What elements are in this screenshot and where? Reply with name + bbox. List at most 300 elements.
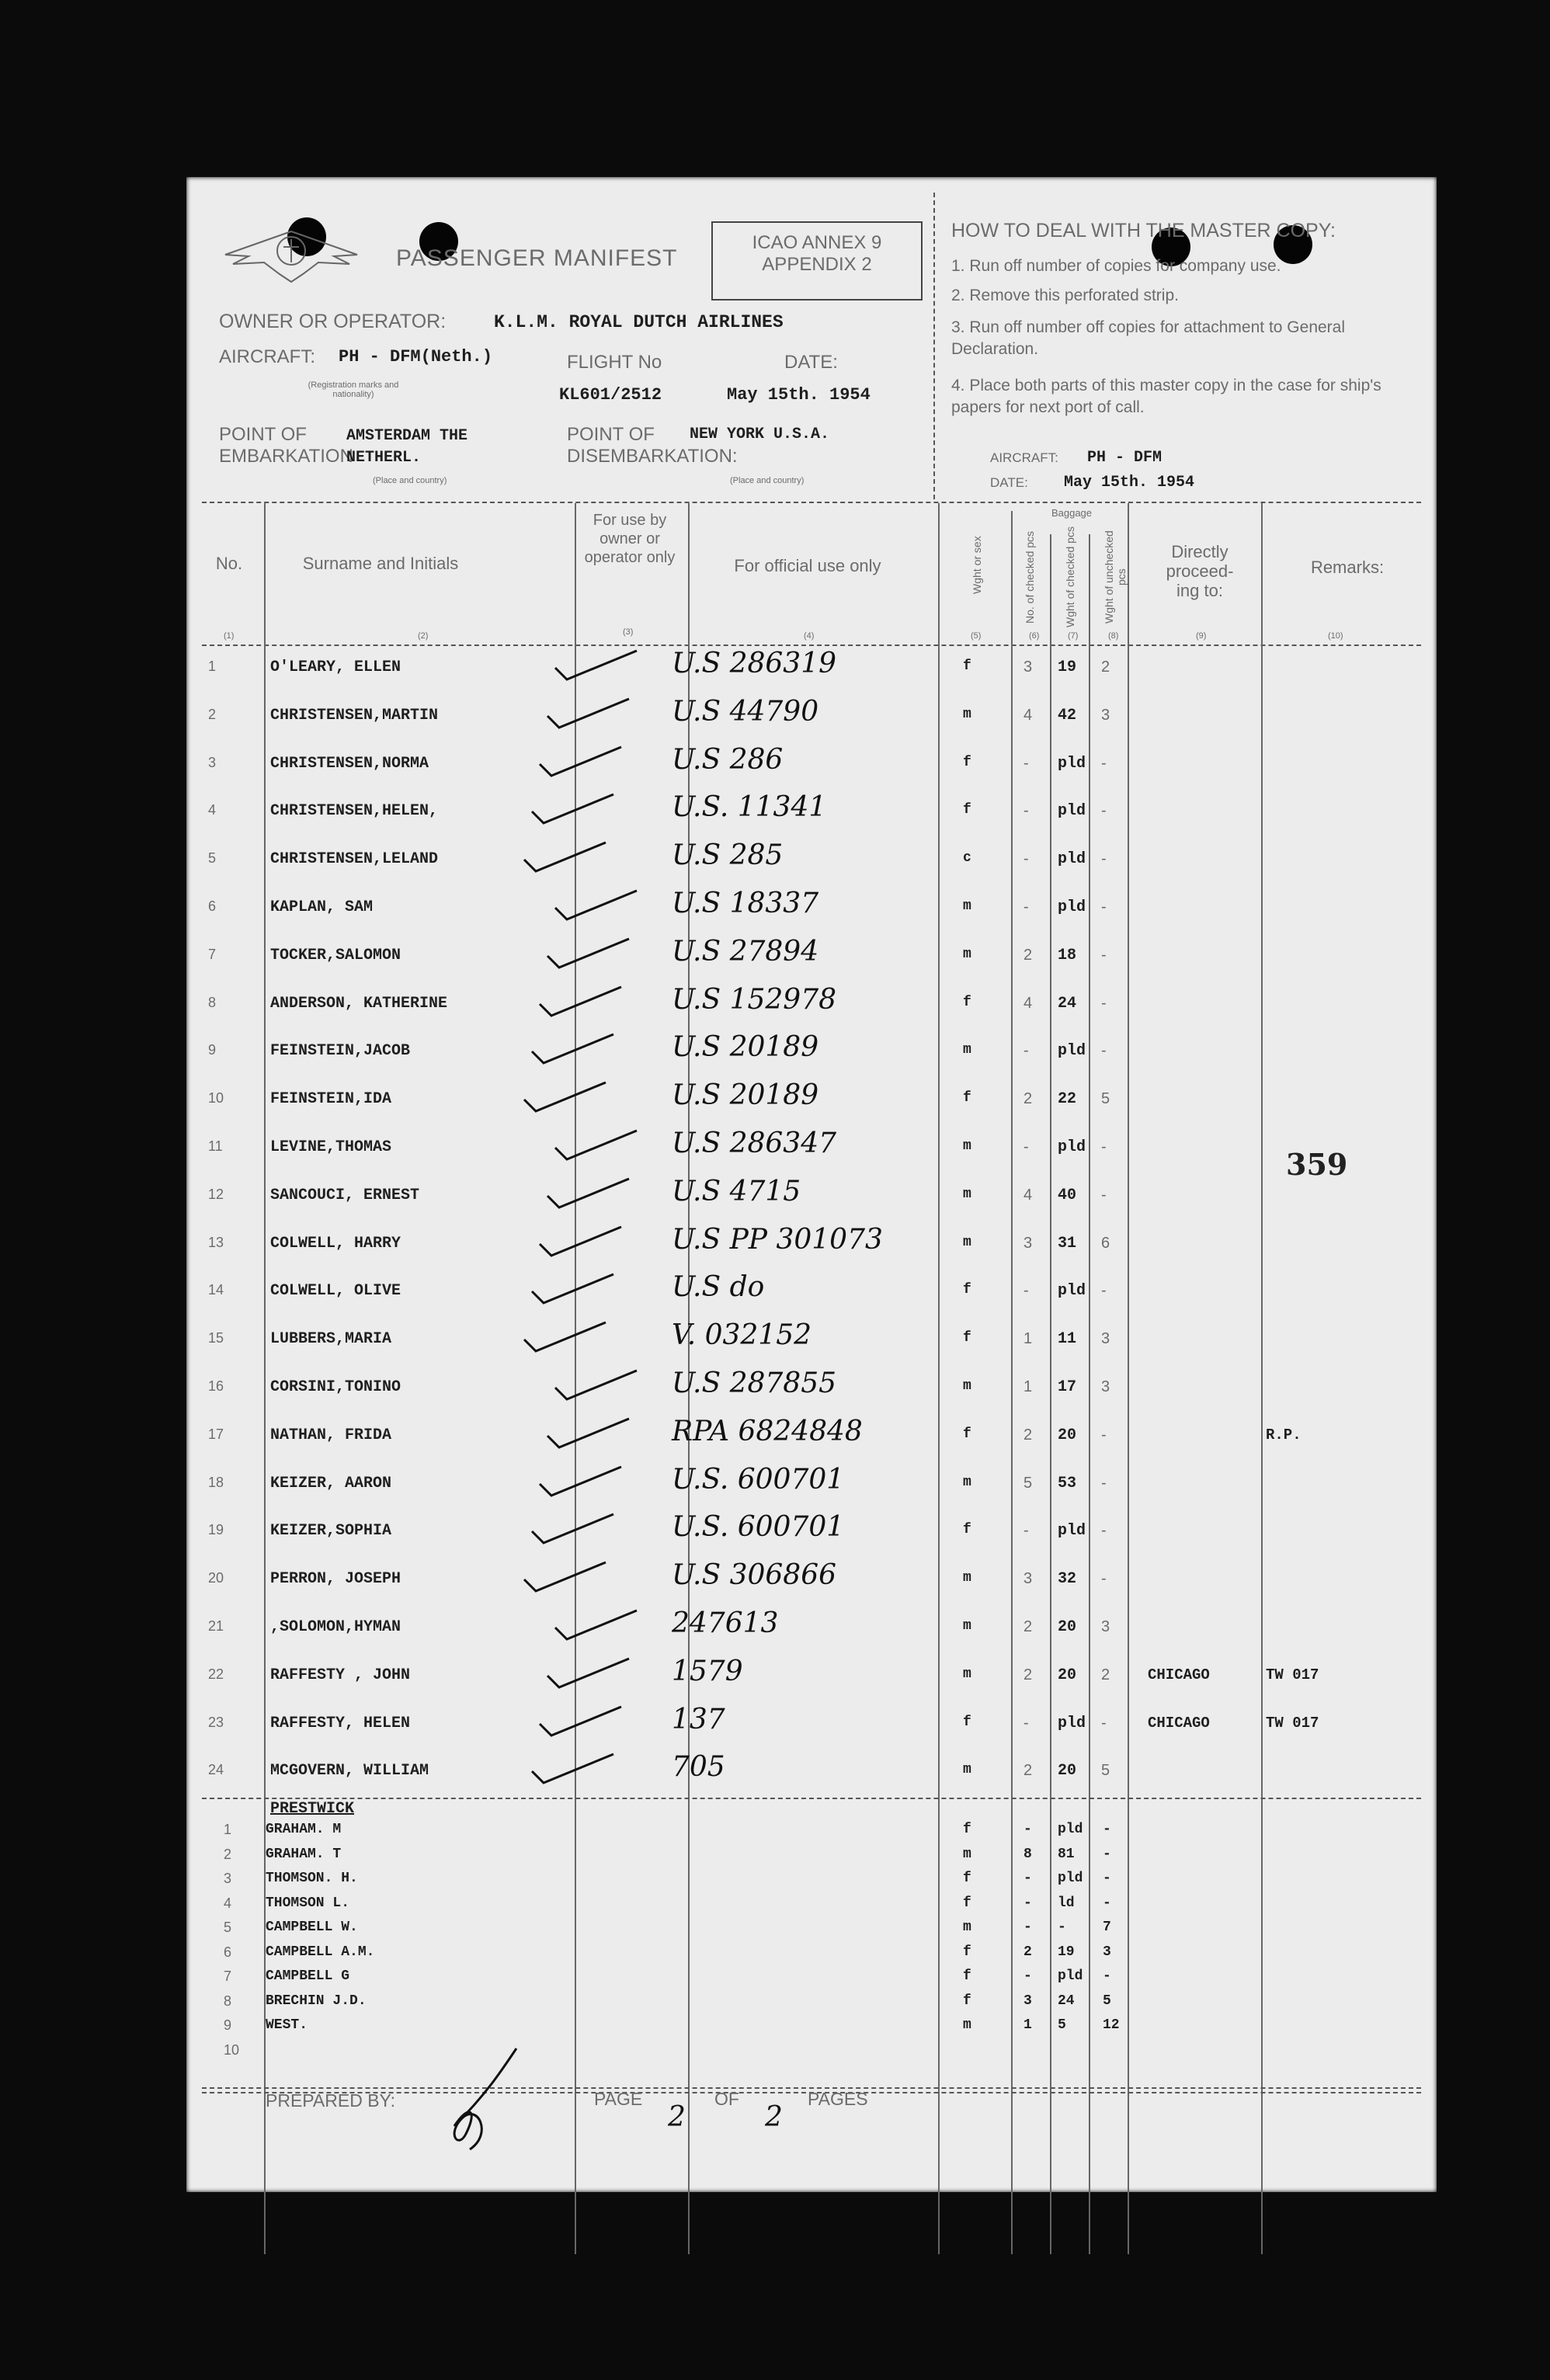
row-pcs: 2 bbox=[1023, 1944, 1032, 1960]
row-unchk: - bbox=[1103, 1822, 1111, 1837]
col-checked-wght: Wght of checked pcs bbox=[1064, 526, 1076, 627]
row-unchk: - bbox=[1101, 850, 1107, 868]
row-wght: 20 bbox=[1058, 1426, 1077, 1444]
row-wght: - bbox=[1058, 1920, 1066, 1935]
row-name: COLWELL, HARRY bbox=[270, 1234, 401, 1253]
row-unchk: - bbox=[1103, 1895, 1111, 1911]
row-name: O'LEARY, ELLEN bbox=[270, 658, 401, 676]
row-no: 20 bbox=[208, 1570, 224, 1586]
row-name: NATHAN, FRIDA bbox=[270, 1426, 392, 1444]
instr-date-label: DATE: bbox=[990, 475, 1028, 490]
row-no: 21 bbox=[208, 1618, 224, 1634]
row-pcs: - bbox=[1023, 1522, 1029, 1540]
check-mark-icon bbox=[520, 836, 613, 875]
table-header-rule bbox=[202, 645, 1421, 646]
row-name: KEIZER, AARON bbox=[270, 1474, 392, 1492]
row-pcs: 1 bbox=[1023, 1330, 1033, 1348]
col-no: No. bbox=[215, 554, 243, 573]
row-official: U.S 152978 bbox=[672, 983, 837, 1016]
row-official: V. 032152 bbox=[672, 1319, 812, 1352]
row-unchk: - bbox=[1101, 1138, 1107, 1155]
row-wght: 19 bbox=[1058, 658, 1077, 676]
pages-label: PAGES bbox=[808, 2089, 868, 2109]
row-unchk: - bbox=[1101, 1282, 1107, 1300]
row-pcs: 2 bbox=[1023, 1090, 1033, 1108]
row-name: FEINSTEIN,JACOB bbox=[270, 1042, 411, 1061]
check-mark-icon bbox=[544, 1652, 637, 1691]
row-unchk: 6 bbox=[1101, 1234, 1110, 1252]
col-rule bbox=[1261, 503, 1263, 2254]
row-sex: m bbox=[963, 1666, 971, 1682]
col-rule bbox=[264, 503, 266, 2254]
section-rule bbox=[202, 1798, 1421, 1799]
col-num-7: (7) bbox=[1068, 631, 1079, 641]
row-sex: f bbox=[963, 802, 971, 818]
row-no: 8 bbox=[208, 994, 217, 1010]
row-unchk: 2 bbox=[1101, 1666, 1110, 1683]
row-sex: f bbox=[963, 1871, 971, 1886]
row-no: 19 bbox=[208, 1522, 224, 1538]
row-pcs: 4 bbox=[1023, 994, 1033, 1012]
row-official: U.S 20189 bbox=[672, 1079, 819, 1112]
row-wght: pld bbox=[1058, 898, 1086, 916]
row-pcs: 2 bbox=[1023, 1426, 1033, 1444]
row-sex: m bbox=[963, 1138, 971, 1154]
row-no: 6 bbox=[224, 1944, 232, 1960]
row-official: U.S 18337 bbox=[672, 888, 819, 919]
row-sex: f bbox=[963, 1090, 971, 1107]
row-sex: f bbox=[963, 1968, 971, 1984]
row-pcs: 8 bbox=[1023, 1846, 1032, 1862]
row-sex: f bbox=[963, 1330, 971, 1346]
col-num-2: (2) bbox=[418, 631, 429, 641]
disembark-value: NEW YORK U.S.A. bbox=[690, 426, 830, 443]
row-pcs: - bbox=[1023, 802, 1029, 820]
row-no: 13 bbox=[208, 1234, 224, 1250]
row-pcs: 2 bbox=[1023, 1762, 1033, 1780]
owner-value: K.L.M. ROYAL DUTCH AIRLINES bbox=[494, 312, 784, 332]
row-sex: m bbox=[963, 1042, 971, 1058]
row-no: 22 bbox=[208, 1666, 224, 1682]
check-mark-icon bbox=[520, 1076, 613, 1115]
row-pcs: - bbox=[1023, 1968, 1032, 1984]
row-pcs: - bbox=[1023, 1871, 1032, 1886]
row-no: 10 bbox=[208, 1090, 224, 1107]
aircraft-label: AIRCRAFT: bbox=[219, 346, 316, 367]
row-unchk: - bbox=[1101, 994, 1107, 1012]
embark-label: POINT OF EMBARKATION bbox=[219, 424, 353, 467]
row-wght: pld bbox=[1058, 1714, 1086, 1732]
row-pcs: - bbox=[1023, 1895, 1032, 1911]
row-pcs: 3 bbox=[1023, 1234, 1033, 1252]
row-name: CHRISTENSEN,HELEN, bbox=[270, 802, 439, 821]
row-wght: 81 bbox=[1058, 1846, 1075, 1862]
row-official: U.S 20189 bbox=[672, 1031, 819, 1064]
row-pcs: - bbox=[1023, 1822, 1032, 1837]
row-name: CHRISTENSEN,LELAND bbox=[270, 850, 439, 869]
check-mark-icon bbox=[520, 1556, 613, 1595]
check-mark-icon bbox=[528, 1748, 621, 1787]
row-sex: f bbox=[963, 1944, 971, 1960]
table-top-rule bbox=[202, 502, 1421, 503]
row-sex: m bbox=[963, 1378, 971, 1394]
row-official: U.S. 11341 bbox=[672, 791, 827, 824]
instruction-3: 3. Run off number off copies for attachment to General Declaration. bbox=[951, 318, 1346, 358]
col-num-10: (10) bbox=[1328, 631, 1343, 641]
row-unchk: - bbox=[1101, 802, 1107, 820]
col-rule bbox=[1089, 534, 1090, 2254]
row-unchk: 3 bbox=[1101, 1330, 1110, 1348]
check-mark-icon bbox=[528, 1268, 621, 1307]
row-sex: f bbox=[963, 994, 971, 1010]
row-name: CORSINI,TONINO bbox=[270, 1378, 401, 1396]
row-official: U.S 27894 bbox=[672, 935, 819, 968]
col-num-4: (4) bbox=[804, 631, 815, 641]
row-official: U.S 286 bbox=[672, 743, 784, 776]
row-no: 18 bbox=[208, 1474, 224, 1490]
col-sex: Wght or sex bbox=[971, 536, 983, 595]
check-mark-icon bbox=[528, 1508, 621, 1547]
row-wght: 22 bbox=[1058, 1090, 1077, 1109]
row-wght: 24 bbox=[1058, 1993, 1075, 2009]
col-num-8: (8) bbox=[1108, 631, 1119, 641]
row-sex: m bbox=[963, 1846, 971, 1862]
row-wght: 24 bbox=[1058, 994, 1077, 1013]
page-label: PAGE bbox=[594, 2089, 643, 2109]
row-name: ,SOLOMON,HYMAN bbox=[270, 1618, 401, 1636]
row-pcs: - bbox=[1023, 898, 1029, 916]
row-no: 14 bbox=[208, 1282, 224, 1298]
row-pcs: - bbox=[1023, 1042, 1029, 1060]
row-official: U.S PP 301073 bbox=[672, 1223, 883, 1256]
instr-aircraft-label: AIRCRAFT: bbox=[990, 450, 1058, 465]
row-name: KEIZER,SOPHIA bbox=[270, 1522, 392, 1541]
row-unchk: 3 bbox=[1103, 1944, 1111, 1960]
flight-label: FLIGHT No bbox=[567, 352, 662, 373]
col-num-5: (5) bbox=[971, 631, 982, 641]
row-unchk: - bbox=[1101, 1522, 1107, 1540]
row-no: 7 bbox=[224, 1968, 232, 1984]
check-mark-icon bbox=[544, 693, 637, 731]
row-name: CHRISTENSEN,NORMA bbox=[270, 754, 429, 773]
row-official: RPA 6824848 bbox=[672, 1415, 863, 1447]
row-official: 705 bbox=[672, 1751, 725, 1784]
col-unchecked-wght: Wght of unchecked pcs bbox=[1103, 530, 1128, 624]
row-unchk: - bbox=[1103, 1846, 1111, 1862]
row-sex: f bbox=[963, 1993, 971, 2009]
manifest-title: PASSENGER MANIFEST bbox=[396, 245, 678, 271]
row-dest: CHICAGO bbox=[1148, 1666, 1210, 1683]
col-num-9: (9) bbox=[1196, 631, 1207, 641]
row-wght: pld bbox=[1058, 1282, 1086, 1301]
row-no: 1 bbox=[208, 658, 217, 674]
row-wght: 11 bbox=[1058, 1330, 1077, 1349]
icao-box bbox=[711, 221, 923, 301]
row-sex: f bbox=[963, 1895, 971, 1911]
flight-value: KL601/2512 bbox=[559, 385, 662, 405]
instruction-4: 4. Place both parts of this master copy in the case for ship's papers for next port of call. bbox=[951, 377, 1381, 416]
row-wght: pld bbox=[1058, 1138, 1086, 1156]
row-official: 1579 bbox=[672, 1655, 743, 1687]
row-wght: pld bbox=[1058, 1871, 1083, 1886]
row-unchk: 3 bbox=[1101, 706, 1110, 724]
row-wght: pld bbox=[1058, 850, 1086, 869]
row-pcs: - bbox=[1023, 1138, 1029, 1155]
row-official: U.S 285 bbox=[672, 839, 784, 872]
row-wght: 20 bbox=[1058, 1762, 1077, 1781]
stop-label: PRESTWICK bbox=[270, 1800, 355, 1818]
row-no: 9 bbox=[224, 2017, 232, 2033]
row-unchk: - bbox=[1101, 946, 1107, 964]
row-wght: 17 bbox=[1058, 1378, 1077, 1396]
signature bbox=[423, 2041, 547, 2157]
row-official: U.S 286319 bbox=[672, 648, 837, 679]
of-value: 2 bbox=[765, 2101, 783, 2133]
row-name: RAFFESTY, HELEN bbox=[270, 1714, 411, 1732]
row-official: U.S do bbox=[672, 1271, 765, 1304]
row-unchk: - bbox=[1101, 1714, 1107, 1732]
row-sex: m bbox=[963, 1762, 971, 1778]
date-value: May 15th. 1954 bbox=[727, 385, 871, 405]
row-unchk: 5 bbox=[1101, 1090, 1110, 1108]
row-pcs: 3 bbox=[1023, 658, 1033, 676]
row-no: 15 bbox=[208, 1330, 224, 1346]
instr-date-value: May 15th. 1954 bbox=[1064, 474, 1195, 492]
row-unchk: - bbox=[1101, 754, 1107, 772]
row-remarks: TW 017 bbox=[1266, 1714, 1319, 1732]
row-sex: m bbox=[963, 946, 971, 962]
icao-line-1: ICAO ANNEX 9 bbox=[752, 232, 882, 253]
instructions-title: HOW TO DEAL WITH THE MASTER COPY: bbox=[951, 220, 1336, 241]
col-rule bbox=[1011, 511, 1013, 2254]
row-no: 16 bbox=[208, 1378, 224, 1394]
row-pcs: 4 bbox=[1023, 1186, 1033, 1204]
row-no: 5 bbox=[224, 1920, 232, 1935]
col-directly: Directly proceed-ing to: bbox=[1166, 542, 1234, 600]
row-name: BRECHIN J.D. bbox=[266, 1993, 367, 2009]
check-mark-icon bbox=[536, 1461, 629, 1499]
row-name: MCGOVERN, WILLIAM bbox=[270, 1762, 429, 1781]
col-surname: Surname and Initials bbox=[302, 554, 459, 573]
check-mark-icon bbox=[536, 1701, 629, 1739]
check-mark-icon bbox=[551, 884, 645, 923]
row-pcs: 1 bbox=[1023, 1378, 1033, 1395]
row-no: 4 bbox=[208, 802, 217, 818]
col-owner-use: For use by owner or operator only bbox=[584, 512, 676, 566]
row-wght: 42 bbox=[1058, 706, 1077, 724]
embark-note: (Place and country) bbox=[373, 476, 447, 485]
date-label: DATE: bbox=[784, 352, 838, 373]
row-unchk: - bbox=[1101, 1426, 1107, 1444]
page-stamp: 359 bbox=[1286, 1147, 1348, 1182]
row-dest: CHICAGO bbox=[1148, 1714, 1210, 1732]
row-name: SANCOUCI, ERNEST bbox=[270, 1186, 420, 1204]
row-unchk: 3 bbox=[1101, 1378, 1110, 1395]
row-pcs: 3 bbox=[1023, 1570, 1033, 1588]
row-remarks: R.P. bbox=[1266, 1426, 1302, 1444]
row-no: 6 bbox=[208, 898, 217, 914]
row-name: COLWELL, OLIVE bbox=[270, 1282, 401, 1301]
col-rule bbox=[1050, 534, 1051, 2254]
aircraft-value: PH - DFM(Neth.) bbox=[339, 347, 493, 367]
row-sex: f bbox=[963, 1522, 971, 1538]
check-mark-icon bbox=[528, 788, 621, 827]
row-sex: f bbox=[963, 1822, 971, 1837]
check-mark-icon bbox=[536, 1221, 629, 1259]
row-wght: pld bbox=[1058, 1522, 1086, 1541]
row-name: THOMSON. H. bbox=[266, 1871, 358, 1886]
row-wght: 20 bbox=[1058, 1666, 1077, 1684]
row-official: U.S 286347 bbox=[672, 1127, 837, 1159]
disembark-note: (Place and country) bbox=[730, 476, 805, 485]
row-wght: pld bbox=[1058, 1822, 1083, 1837]
row-unchk: 12 bbox=[1103, 2017, 1120, 2033]
row-unchk: 5 bbox=[1101, 1762, 1110, 1780]
row-no: 10 bbox=[224, 2041, 240, 2058]
row-wght: 18 bbox=[1058, 946, 1077, 964]
row-no: 17 bbox=[208, 1426, 224, 1442]
row-sex: m bbox=[963, 1186, 971, 1202]
row-sex: f bbox=[963, 1714, 971, 1730]
row-pcs: - bbox=[1023, 1920, 1032, 1935]
row-name: CAMPBELL W. bbox=[266, 1920, 358, 1935]
row-sex: m bbox=[963, 2017, 971, 2033]
instr-aircraft-value: PH - DFM bbox=[1087, 449, 1162, 467]
row-no: 4 bbox=[224, 1895, 232, 1911]
row-wght: 40 bbox=[1058, 1186, 1077, 1204]
row-no: 7 bbox=[208, 946, 217, 962]
row-name: GRAHAM. M bbox=[266, 1822, 342, 1837]
row-unchk: - bbox=[1101, 1570, 1107, 1588]
row-name: RAFFESTY , JOHN bbox=[270, 1666, 411, 1684]
manifest-sheet bbox=[186, 177, 1437, 2192]
page-value: 2 bbox=[668, 2101, 686, 2133]
row-wght: pld bbox=[1058, 1968, 1083, 1984]
col-rule bbox=[1128, 503, 1129, 2254]
row-no: 3 bbox=[224, 1871, 232, 1886]
row-wght: 5 bbox=[1058, 2017, 1066, 2033]
col-num-1: (1) bbox=[224, 631, 235, 641]
prepared-label: PREPARED BY: bbox=[266, 2090, 396, 2111]
row-wght: 53 bbox=[1058, 1474, 1077, 1492]
row-wght: 31 bbox=[1058, 1234, 1077, 1253]
disembark-label: POINT OF DISEMBARKATION: bbox=[567, 424, 738, 467]
row-unchk: - bbox=[1101, 1474, 1107, 1492]
row-official: U.S 4715 bbox=[672, 1175, 801, 1207]
aircraft-note: (Registration marks and nationality) bbox=[308, 380, 399, 399]
row-sex: m bbox=[963, 1618, 971, 1634]
row-pcs: - bbox=[1023, 850, 1029, 868]
row-pcs: - bbox=[1023, 1714, 1029, 1732]
check-mark-icon bbox=[551, 1604, 645, 1643]
row-pcs: 3 bbox=[1023, 1993, 1032, 2009]
row-unchk: 2 bbox=[1101, 658, 1110, 676]
row-sex: f bbox=[963, 1282, 971, 1298]
row-pcs: 2 bbox=[1023, 1666, 1033, 1683]
check-mark-icon bbox=[544, 1412, 637, 1451]
row-wght: pld bbox=[1058, 802, 1086, 821]
row-name: KAPLAN, SAM bbox=[270, 898, 374, 916]
row-wght: 20 bbox=[1058, 1618, 1077, 1636]
row-unchk: - bbox=[1103, 1871, 1111, 1886]
row-pcs: 4 bbox=[1023, 706, 1033, 724]
row-name: GRAHAM. T bbox=[266, 1846, 342, 1862]
row-pcs: 2 bbox=[1023, 1618, 1033, 1635]
check-mark-icon bbox=[536, 981, 629, 1020]
row-name: LEVINE,THOMAS bbox=[270, 1138, 392, 1156]
row-sex: c bbox=[963, 850, 971, 867]
row-pcs: 1 bbox=[1023, 2017, 1032, 2033]
col-baggage: Baggage bbox=[1051, 507, 1093, 519]
row-no: 5 bbox=[208, 850, 217, 867]
check-mark-icon bbox=[544, 1173, 637, 1211]
row-name: LUBBERS,MARIA bbox=[270, 1330, 392, 1349]
col-rule bbox=[938, 503, 940, 2254]
check-mark-icon bbox=[551, 1364, 645, 1403]
row-no: 9 bbox=[208, 1042, 217, 1058]
instruction-1: 1. Run off number of copies for company use. bbox=[951, 257, 1281, 275]
row-pcs: - bbox=[1023, 1282, 1029, 1300]
row-sex: f bbox=[963, 1426, 971, 1442]
embark-value: AMSTERDAM THE NETHERL. bbox=[346, 427, 468, 467]
row-name: FEINSTEIN,IDA bbox=[270, 1090, 392, 1109]
row-pcs: - bbox=[1023, 754, 1029, 772]
check-mark-icon bbox=[544, 933, 637, 971]
row-name: WEST. bbox=[266, 2017, 308, 2033]
row-no: 2 bbox=[208, 706, 217, 722]
row-no: 11 bbox=[208, 1138, 223, 1154]
row-unchk: - bbox=[1101, 1042, 1107, 1060]
perforation-line bbox=[933, 193, 935, 499]
row-unchk: - bbox=[1103, 1968, 1111, 1984]
owner-label: OWNER OR OPERATOR: bbox=[219, 311, 447, 332]
icao-line-2: APPENDIX 2 bbox=[762, 254, 872, 275]
col-num-6: (6) bbox=[1029, 631, 1040, 641]
row-remarks: TW 017 bbox=[1266, 1666, 1319, 1683]
row-name: TOCKER,SALOMON bbox=[270, 946, 401, 964]
row-sex: f bbox=[963, 754, 971, 770]
row-name: CAMPBELL G bbox=[266, 1968, 350, 1984]
row-name: CHRISTENSEN,MARTIN bbox=[270, 706, 439, 724]
row-sex: m bbox=[963, 898, 971, 914]
instruction-2: 2. Remove this perforated strip. bbox=[951, 287, 1179, 304]
row-wght: pld bbox=[1058, 754, 1086, 773]
row-sex: m bbox=[963, 1234, 971, 1250]
row-wght: pld bbox=[1058, 1042, 1086, 1061]
row-official: U.S 306866 bbox=[672, 1559, 837, 1592]
row-sex: f bbox=[963, 658, 971, 674]
row-sex: m bbox=[963, 1474, 971, 1490]
row-pcs: 5 bbox=[1023, 1474, 1033, 1492]
check-mark-icon bbox=[536, 741, 629, 780]
row-unchk: - bbox=[1101, 1186, 1107, 1204]
row-wght: 32 bbox=[1058, 1570, 1077, 1589]
klm-wings-logo-icon bbox=[217, 216, 365, 286]
row-official: U.S 44790 bbox=[672, 695, 819, 728]
row-unchk: - bbox=[1101, 898, 1107, 916]
row-unchk: 5 bbox=[1103, 1993, 1111, 2009]
row-sex: m bbox=[963, 1570, 971, 1586]
row-sex: m bbox=[963, 706, 971, 722]
row-no: 1 bbox=[224, 1822, 232, 1837]
check-mark-icon bbox=[551, 1124, 645, 1163]
row-no: 8 bbox=[224, 1993, 232, 2009]
row-name: CAMPBELL A.M. bbox=[266, 1944, 375, 1960]
row-official: 247613 bbox=[672, 1607, 779, 1639]
row-name: THOMSON L. bbox=[266, 1895, 350, 1911]
col-checked-pcs: No. of checked pcs bbox=[1023, 530, 1036, 624]
row-sex: m bbox=[963, 1920, 971, 1935]
